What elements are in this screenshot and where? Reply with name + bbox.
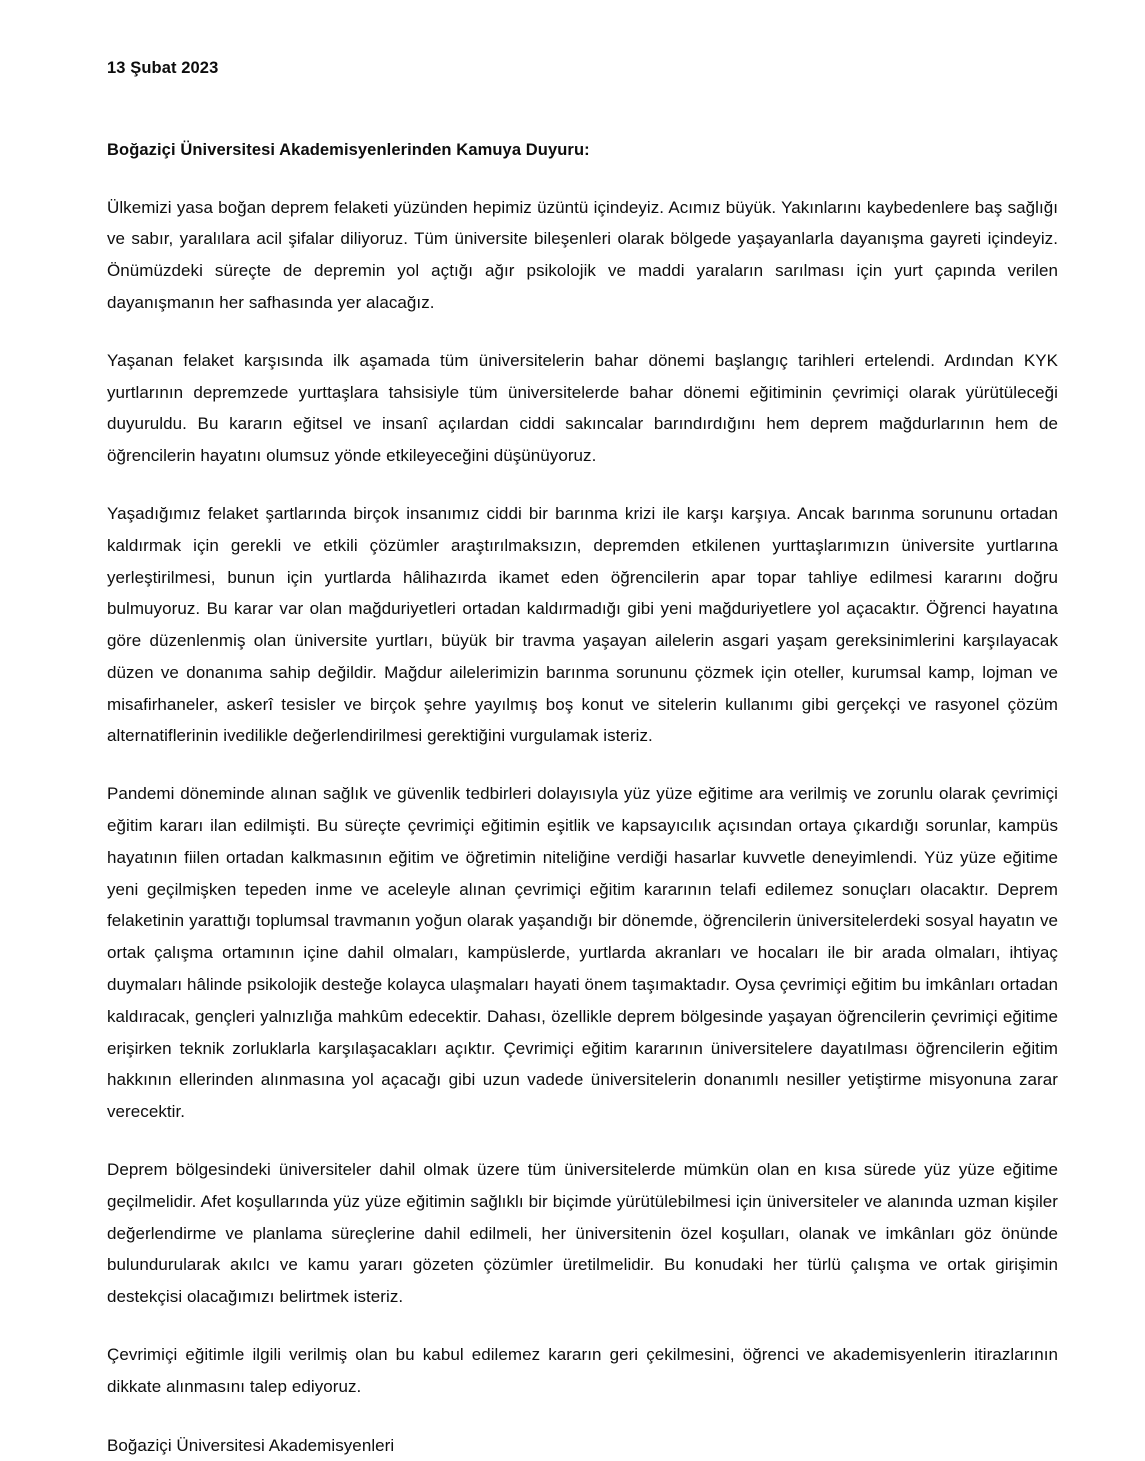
document-heading: Boğaziçi Üniversitesi Akademisyenlerinden Kamuya Duyuru: [107, 141, 590, 160]
document-signature: Boğaziçi Üniversitesi Akademisyenleri [107, 1435, 395, 1455]
document-paragraph-1: Ülkemizi yasa boğan deprem felaketi yüzünden hepimiz üzüntü içindeyiz. Acımız büyük. Yakınlarını kaybedenlere baş sağlığı ve sabır, yaralılara acil şifalar diliyoruz. Tüm üniversite bileşenleri olarak bölgede yaşayanlarla dayanışma gayreti içindeyiz. Önümüzdeki süreçte de depremin yol açtığı ağır psikolojik ve maddi yaraların sarılması için yurt çapında verilen dayanışmanın her safhasında yer alacağız. [107, 197, 1058, 312]
document-content [107, 0, 1058, 1461]
document-paragraph-4: Pandemi döneminde alınan sağlık ve güvenlik tedbirleri dolayısıyla yüz yüze eğitime ara verilmiş ve zorunlu olarak çevrimiçi eğitim kararı ilan edilmişti. Bu süreçte çevrimiçi eğitimin eşitlik ve kapsayıcılık açısından ortaya çıkardığı sorunlar, kampüs hayatının fiilen ortadan kalkmasının eğitim ve öğretimin niteliğine verdiği hasarlar kuvvetle deneyimlendi. Yüz yüze eğitime yeni geçilmişken tepeden inme ve aceleyle alınan çevrimiçi eğitim kararının telafi edilemez sonuçları olacaktır. Deprem felaketinin yarattığı toplumsal travmanın yoğun olarak yaşandığı bir dönemde, öğrencilerin üniversitelerdeki sosyal hayatın ve ortak çalışma ortamının içine dahil olmaları, kampüslerde, yurtlarda akranları ve hocaları ile bir arada olmaları, ihtiyaç duymaları hâlinde psikolojik desteğe kolayca ulaşmaları hayati önem taşımaktadır. Oysa çevrimiçi eğitim bu imkânları ortadan kaldıracak, gençleri yalnızlığa mahkûm edecektir. Dahası, özellikle deprem bölgesinde yaşayan öğrencilerin çevrimiçi eğitime erişirken teknik zorluklarla karşılaşacakları açıktır. Çevrimiçi eğitim kararının üniversitelere dayatılması öğrencilerin eğitim hakkının ellerinden alınmasına yol açacağı gibi uzun vadede üniversitelerin donanımlı nesiller yetiştirme misyonuna zarar verecektir. [107, 784, 1058, 1122]
document-paragraph-6: Çevrimiçi eğitimle ilgili verilmiş olan bu kabul edilemez kararın geri çekilmesini, öğrenci ve akademisyenlerin itirazlarının dikkate alınmasını talep ediyoruz. [107, 1345, 1058, 1396]
document-paragraph-2: Yaşanan felaket karşısında ilk aşamada tüm üniversitelerin bahar dönemi başlangıç tarihleri ertelendi. Ardından KYK yurtlarının depremzede yurttaşlara tahsisiyle tüm üniversitelerde bahar dönemi eğitiminin çevrimiçi olarak yürütüleceği duyuruldu. Bu kararın eğitsel ve insanî açılardan ciddi sakıncalar barındırdığını hem deprem mağdurlarının hem de öğrencilerin hayatını olumsuz yönde etkileyeceğini düşünüyoruz. [107, 350, 1058, 466]
document-date: 13 Şubat 2023 [107, 59, 219, 77]
document-paragraph-3: Yaşadığımız felaket şartlarında birçok insanımız ciddi bir barınma krizi ile karşı karşıya. Ancak barınma sorununu ortadan kaldırmak için gerekli ve etkili çözümler araştırılmaksızın, depremden etkilenen yurttaşlarımızın üniversite yurtlarına yerleştirilmesi, bunun için yurtlarda hâlihazırda ikamet eden öğrencilerin apar topar tahliye edilmesi kararını doğru bulmuyoruz. Bu karar var olan mağduriyetleri ortadan kaldırmadığı gibi yeni mağduriyetlere yol açacaktır. Öğrenci hayatına göre düzenlenmiş olan üniversite yurtları, büyük bir travma yaşayan ailelerin asgari yaşam gereksinimlerini karşılayacak düzen ve donanıma sahip değildir. Mağdur ailelerimizin barınma sorununu çözmek için oteller, kurumsal kamp, lojman ve misafirhaneler, askerî tesisler ve birçok şehre yayılmış boş konut ve sitelerin kullanımı gibi gerçekçi ve rasyonel çözüm alternatiflerinin ivedilikle değerlendirilmesi gerektiğini vurgulamak isteriz. [107, 503, 1058, 746]
document-paragraph-5: Deprem bölgesindeki üniversiteler dahil olmak üzere tüm üniversitelerde mümkün olan en kısa sürede yüz yüze eğitime geçilmelidir. Afet koşullarında yüz yüze eğitimin sağlıklı bir biçimde yürütülebilmesi için üniversiteler ve alanında uzman kişiler değerlendirme ve planlama süreçlerine dahil edilmeli, her üniversitenin özel koşulları, olanak ve imkânları göz önünde bulundurularak akılcı ve kamu yararı gözeten çözümler üretilmelidir. Bu konudaki her türlü çalışma ve ortak girişimin destekçisi olacağımızı belirtmek isteriz. [107, 1160, 1058, 1307]
